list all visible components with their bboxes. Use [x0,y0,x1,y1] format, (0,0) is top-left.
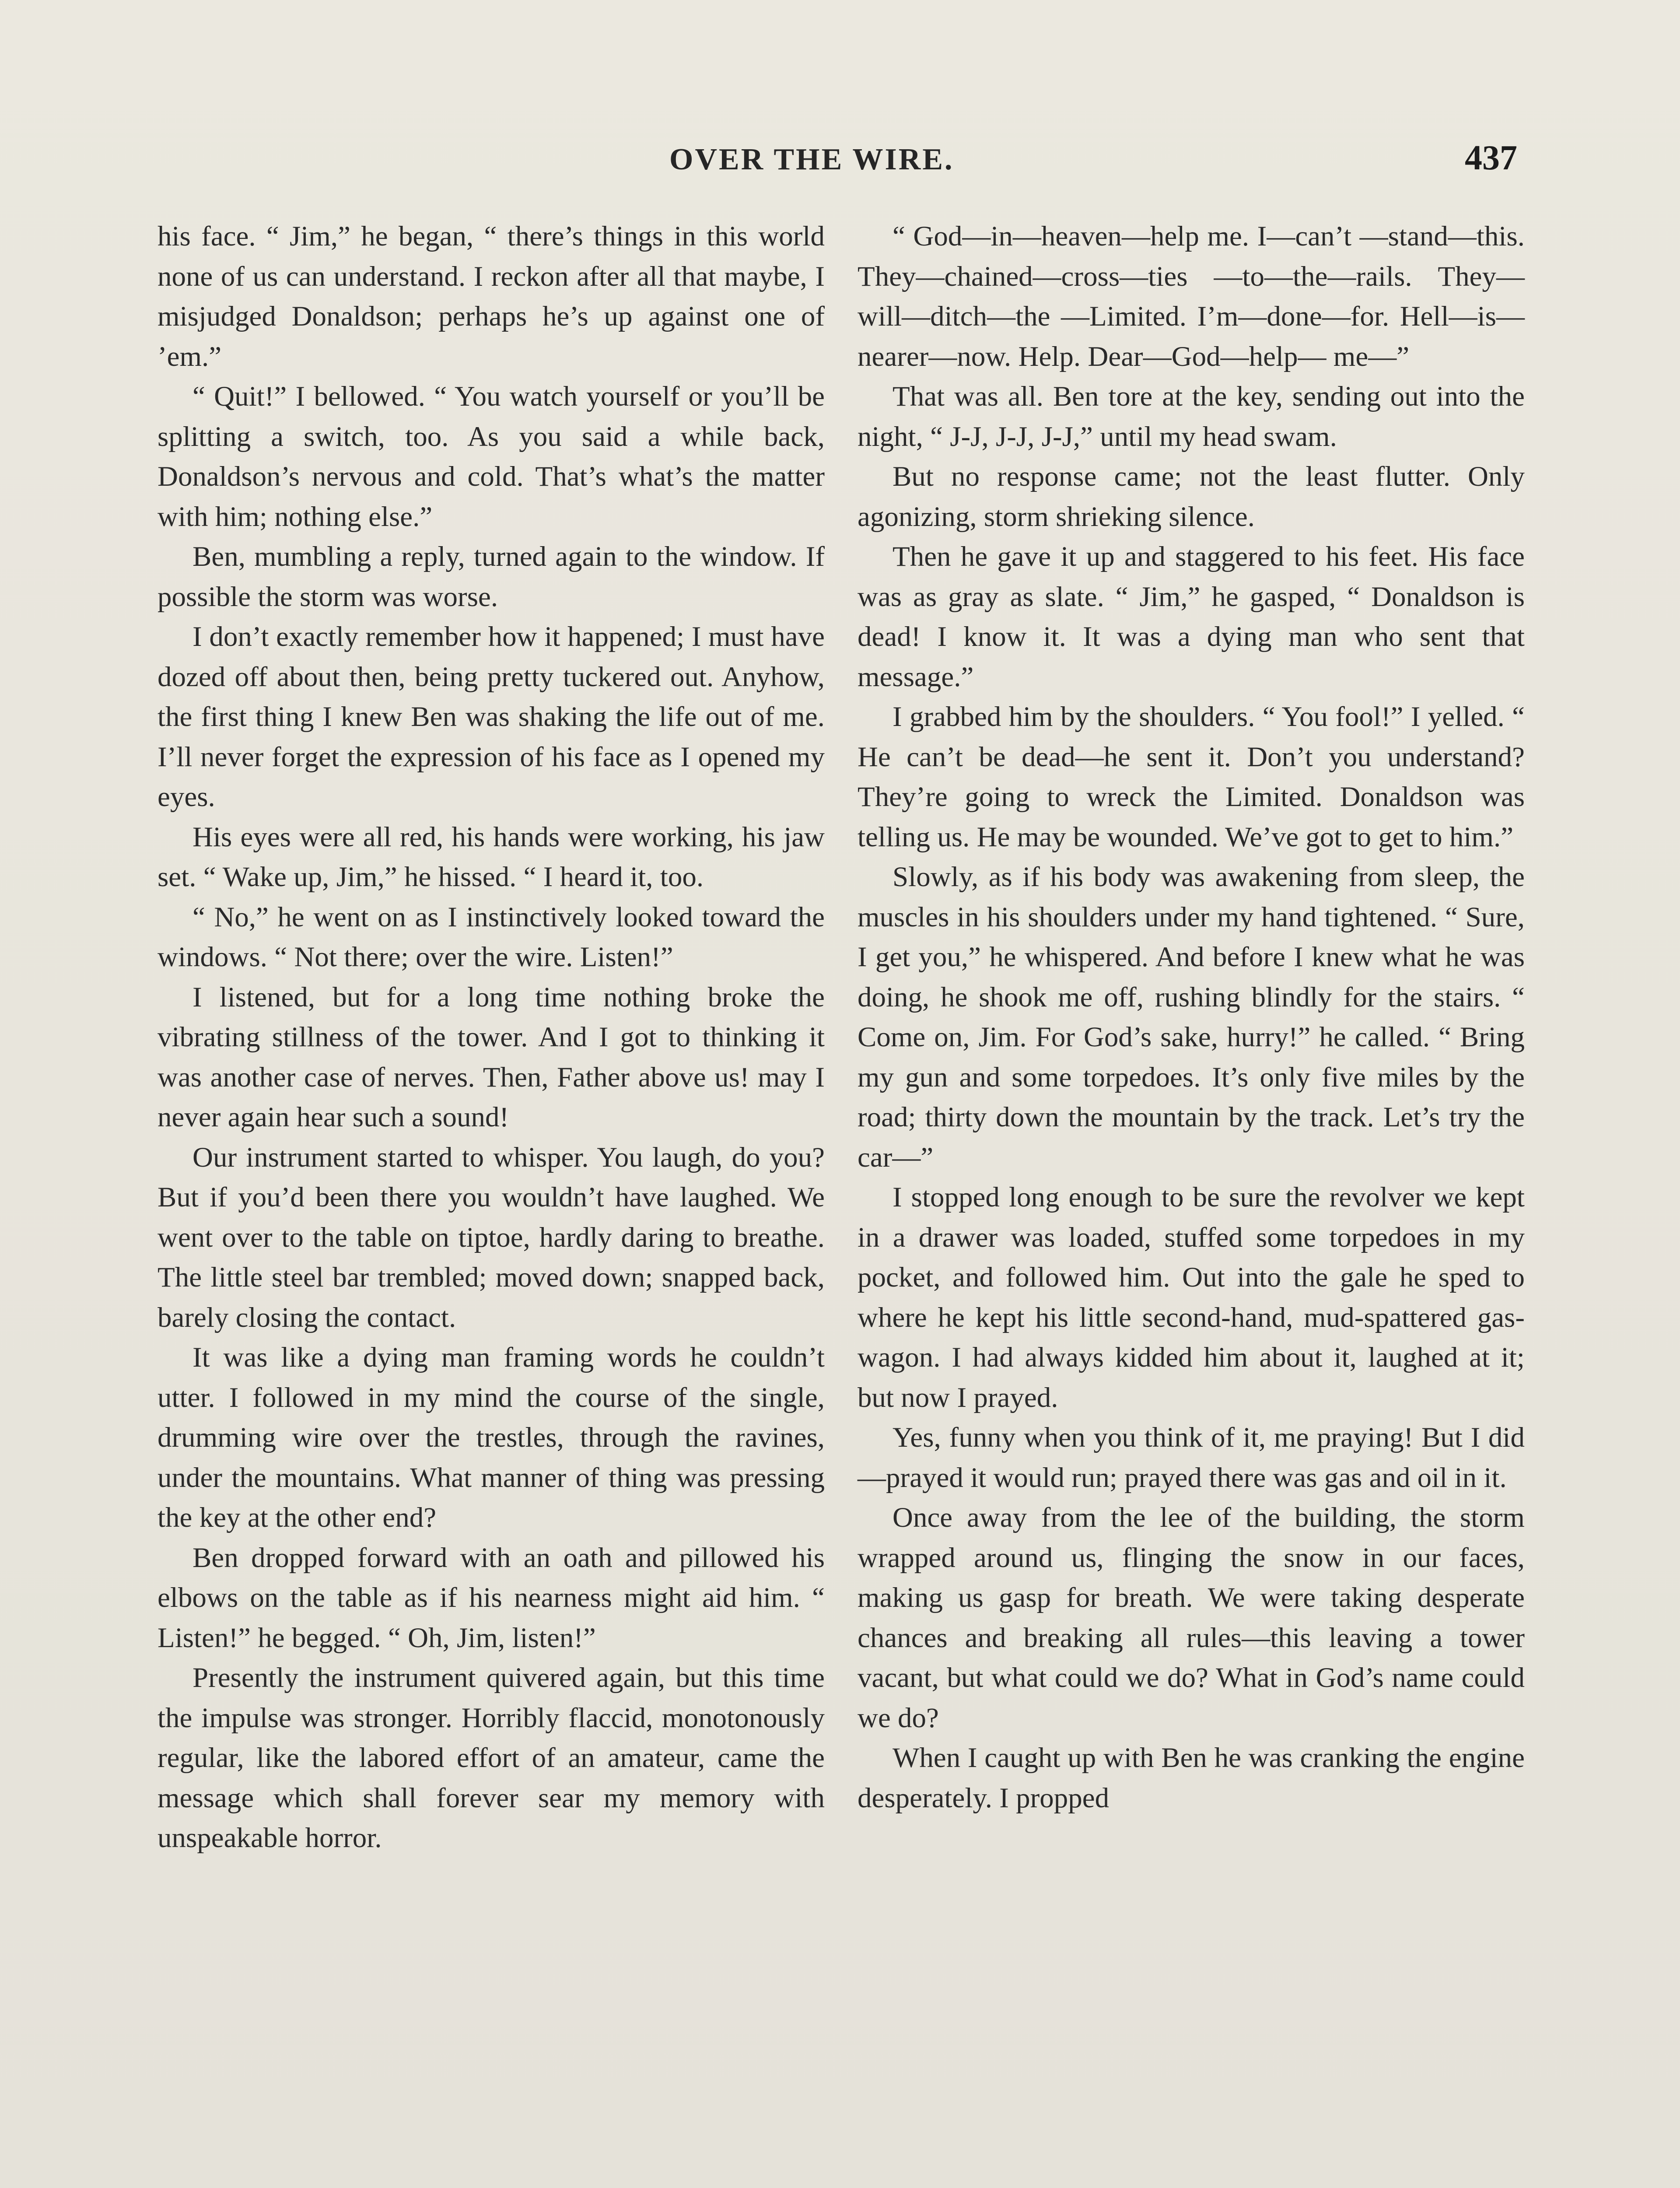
paragraph: I grabbed him by the shoulders. “ You fool!” I yelled. “ He can’t be dead—he sent it. Don’t you understand? They’re going to wreck the Limited. Donaldson was telling us. He may be wounded. We’ve got to get to him.” [858,701,1525,853]
paragraph: Once away from the lee of the building, the storm wrapped around us, flinging the snow in our faces, making us gasp for breath. We were taking desperate chances and breaking all rules—this leaving a tower vacant, but what could we do? What in God’s name could we do? [858,1502,1525,1734]
paragraph: “ Quit!” I bellowed. “ You watch yourself or you’ll be splitting a switch, too. As you said a while back, Donaldson’s nervous and cold. That’s what’s the matter with him; nothing else.” [158,381,825,533]
paragraph: Presently the instrument quivered again, but this time the impulse was stronger. Horribly flaccid, monotonously regular, like the labored effort of an amateur, came the message which shall forever sear my memory with unspeakable horror. [158,1662,825,1854]
right-column [858,217,1525,1818]
left-column [158,217,825,1858]
paragraph: It was like a dying man framing words he couldn’t utter. I followed in my mind the course of the single, drumming wire over the trestles, through the ravines, under the mountains. What manner of thing was pressing the key at the other end? [158,1342,825,1533]
paragraph: I stopped long enough to be sure the revolver we kept in a drawer was loaded, stuffed some torpedoes in my pocket, and followed him. Out into the gale he sped to where he kept his little second-hand, mud-spattered gas-wagon. I had always kidded him about it, laughed at it; but now I prayed. [858,1182,1525,1413]
paragraph: But no response came; not the least flutter. Only agonizing, storm shrieking silence. [858,461,1525,533]
paragraph: Ben dropped forward with an oath and pillowed his elbows on the table as if his nearness might aid him. “ Listen!” he begged. “ Oh, Jim, listen!” [158,1542,825,1654]
paragraph: “ No,” he went on as I instinctively looked toward the windows. “ Not there; over the wire. Listen!” [158,901,825,973]
paragraph: Ben, mumbling a reply, turned again to the window. If possible the storm was worse. [158,541,825,613]
paragraph: Slowly, as if his body was awakening from sleep, the muscles in his shoulders under my hand tightened. “ Sure, I get you,” he whispered. And before I knew what he was doing, he shook me off, rushing blindly for the stairs. “ Come on, Jim. For God’s sake, hurry!” he called. “ Bring my gun and some torpedoes. It’s only five miles by the road; thirty down the mountain by the track. Let’s try the car—” [858,861,1525,1173]
paragraph: I don’t exactly remember how it happened; I must have dozed off about then, being pretty tuckered out. Anyhow, the first thing I knew Ben was shaking the life out of me. I’ll never forget the expression of his face as I opened my eyes. [158,621,825,813]
paragraph: When I caught up with Ben he was cranking the engine desperately. I propped [858,1742,1525,1814]
paragraph: Our instrument started to whisper. You laugh, do you? But if you’d been there you wouldn’t have laughed. We went over to the table on tiptoe, hardly daring to breathe. The little steel bar trembled; moved down; snapped back, barely closing the contact. [158,1141,825,1333]
paragraph: I listened, but for a long time nothing broke the vibrating stillness of the tower. And I got to thinking it was another case of nerves. Then, Father above us! may I never again hear such a sound! [158,981,825,1133]
paragraph: “ God—in—heaven—help me. I—can’t —stand—this. They—chained—cross—ties —to—the—rails. They—will—ditch—the —Limited. I’m—done—for. Hell—is— nearer—now. Help. Dear—God—help— me—” [858,221,1525,372]
paragraph: That was all. Ben tore at the key, sending out into the night, “ J-J, J-J, J-J,” until my head swam. [858,381,1525,452]
paragraph: Then he gave it up and staggered to his feet. His face was as gray as slate. “ Jim,” he gasped, “ Donaldson is dead! I know it. It was a dying man who sent that message.” [858,541,1525,693]
paragraph: Yes, funny when you think of it, me praying! But I did—prayed it would run; prayed there was gas and oil in it. [858,1422,1525,1494]
paragraph: his face. “ Jim,” he began, “ there’s things in this world none of us can understand. I reckon after all that maybe, I misjudged Donaldson; perhaps he’s up against one of ’em.” [158,221,825,372]
paragraph: His eyes were all red, his hands were working, his jaw set. “ Wake up, Jim,” he hissed. “ I heard it, too. [158,821,825,893]
running-title: OVER THE WIRE. [669,143,954,176]
page-number: 437 [1465,139,1517,177]
